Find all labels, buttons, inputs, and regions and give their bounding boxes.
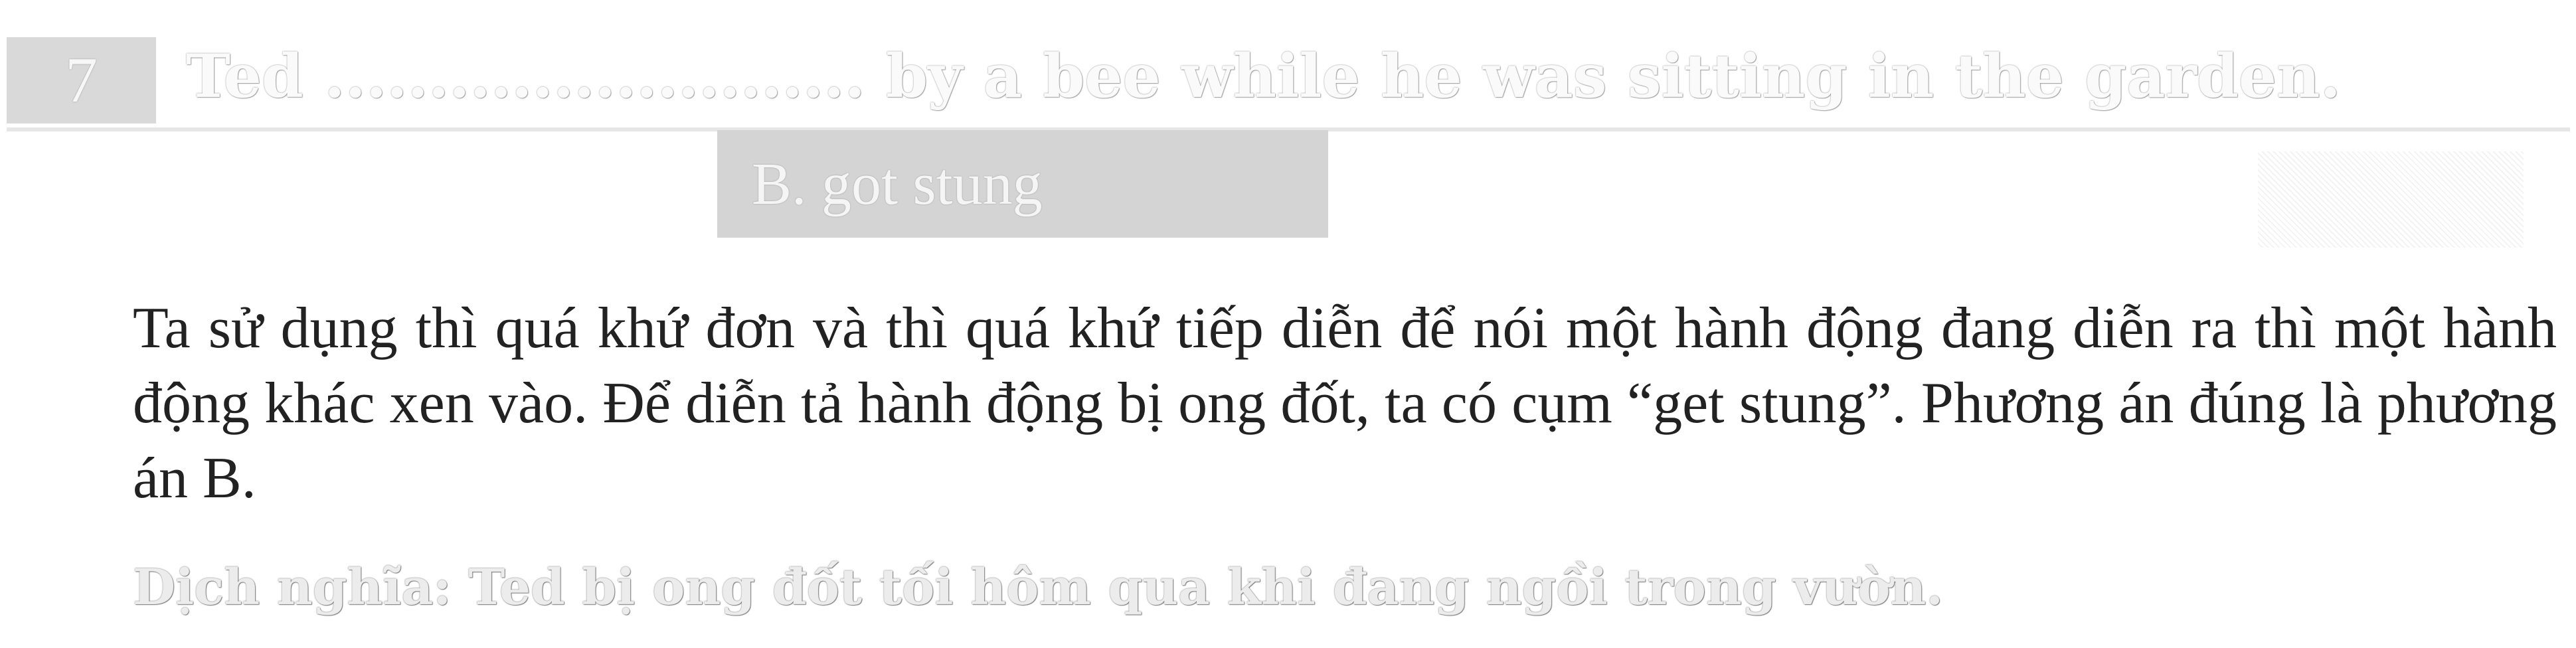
answer-box	[717, 130, 1328, 238]
question-number: 7	[65, 44, 98, 116]
question-text: Ted .......................... by a bee while he was sitting in the garden.	[186, 41, 2341, 112]
faint-stamp-mark	[2258, 151, 2524, 248]
translation-line: Dịch nghĩa: Ted bị ong đốt tối hôm qua khi đang ngồi trong vườn.	[133, 559, 1944, 616]
question-number-box	[7, 37, 156, 123]
explanation-paragraph: Ta sử dụng thì quá khứ đơn và thì quá khứ tiếp diễn để nói một hành động đang diễn ra thì một hành động khác xen vào. Để diễn tả hành động bị ong đốt, ta có cụm “get stung”. Phương án đúng là phương án B.	[133, 296, 2557, 511]
answer-text: B. got stung	[752, 151, 1043, 217]
